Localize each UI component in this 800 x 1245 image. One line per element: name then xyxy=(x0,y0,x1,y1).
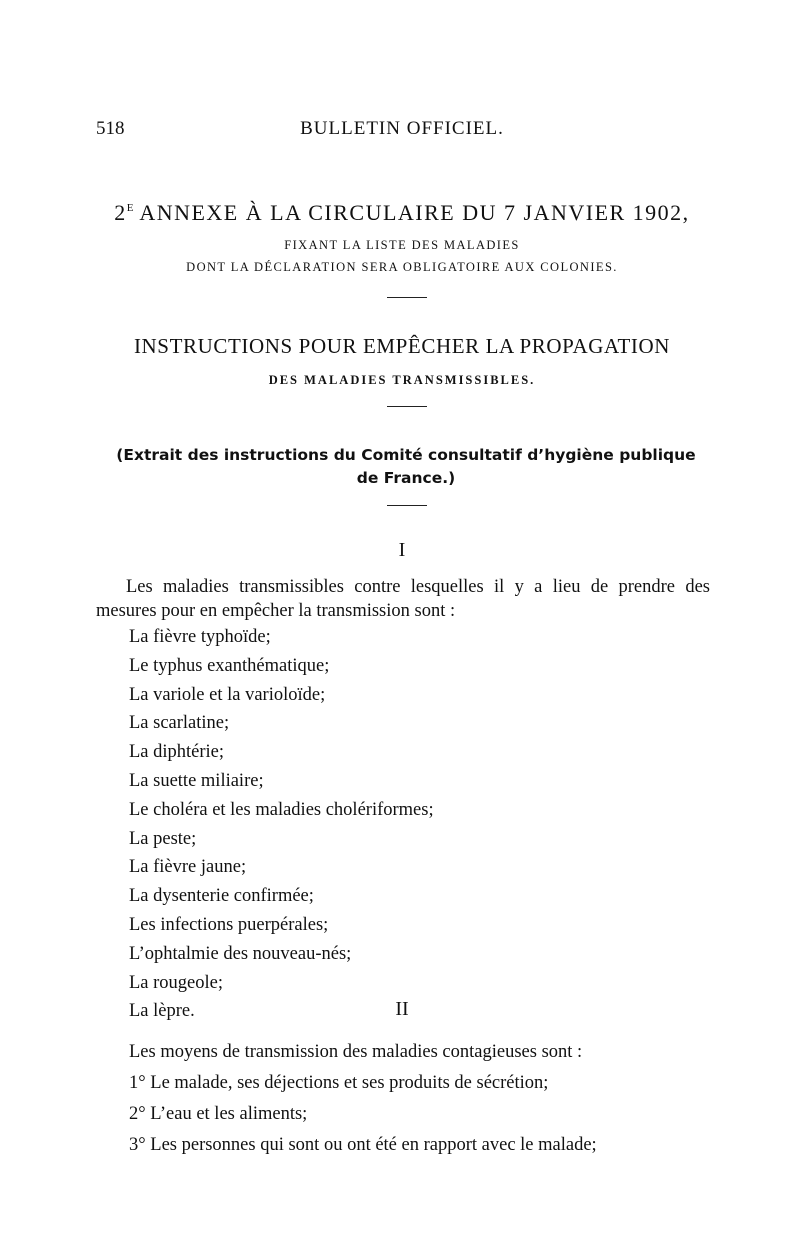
list-item: L’ophtalmie des nouveau-nés; xyxy=(129,943,352,964)
list-item: La diphtérie; xyxy=(129,742,225,763)
section-divider xyxy=(387,505,427,506)
list-item: La variole et la varioloïde; xyxy=(129,684,326,705)
section-numeral-one: I xyxy=(398,539,406,561)
disease-list xyxy=(129,623,434,1026)
section-divider xyxy=(387,297,427,298)
extract-note xyxy=(96,444,716,490)
list-item: La lèpre. xyxy=(129,1001,195,1022)
section-divider xyxy=(387,406,427,407)
section-one-intro-line-1: Les maladies transmissibles contre lesquelles il y a lieu de prendre des xyxy=(126,577,710,597)
running-header xyxy=(96,118,708,142)
list-item: La peste; xyxy=(129,828,197,849)
extract-note-line-1: (Extrait des instructions du Comité consultatif d’hygiène publique xyxy=(116,446,696,464)
section-one-intro-line-2: mesures pour en empêcher la transmission sont : xyxy=(96,601,456,621)
list-item: La rougeole; xyxy=(129,972,223,993)
list-item: Le typhus exanthématique; xyxy=(129,655,330,676)
annex-title-text: ANNEXE À LA CIRCULAIRE DU 7 JANVIER 1902, xyxy=(133,200,690,225)
list-item: La dysenterie confirmée; xyxy=(129,886,314,907)
instructions-title: INSTRUCTIONS POUR EMPÊCHER LA PROPAGATION xyxy=(133,334,671,358)
list-item: 2° L’eau et les aliments; xyxy=(129,1104,308,1124)
list-item: Le choléra et les maladies cholériformes; xyxy=(129,799,434,820)
instructions-subtitle: DES MALADIES TRANSMISSIBLES. xyxy=(268,373,536,387)
section-numeral-two: II xyxy=(395,998,409,1020)
extract-note-line-2: de France.) xyxy=(356,469,456,487)
annex-title xyxy=(96,200,708,226)
list-item: 3° Les personnes qui sont ou ont été en rapport avec le malade; xyxy=(129,1135,597,1155)
transmission-means-list xyxy=(129,1068,597,1161)
page-number: 518 xyxy=(96,118,125,139)
annex-title-superscript: E xyxy=(126,202,134,214)
running-title: BULLETIN OFFICIEL. xyxy=(300,118,504,139)
list-item: La fièvre jaune; xyxy=(129,857,247,878)
annex-subtitle-line-1: FIXANT LA LISTE DES MALADIES xyxy=(284,238,520,252)
section-two-intro: Les moyens de transmission des maladies contagieuses sont : xyxy=(129,1042,583,1062)
list-item: Les infections puerpérales; xyxy=(129,914,329,935)
annex-title-number: 2 xyxy=(114,200,127,225)
list-item: La fièvre typhoïde; xyxy=(129,627,271,647)
list-item: La suette miliaire; xyxy=(129,770,264,791)
list-item: La scarlatine; xyxy=(129,713,230,734)
annex-subtitle-line-2: DONT LA DÉCLARATION SERA OBLIGATOIRE AUX COLONIES. xyxy=(186,260,618,274)
list-item: 1° Le malade, ses déjections et ses produits de sécrétion; xyxy=(129,1073,549,1093)
